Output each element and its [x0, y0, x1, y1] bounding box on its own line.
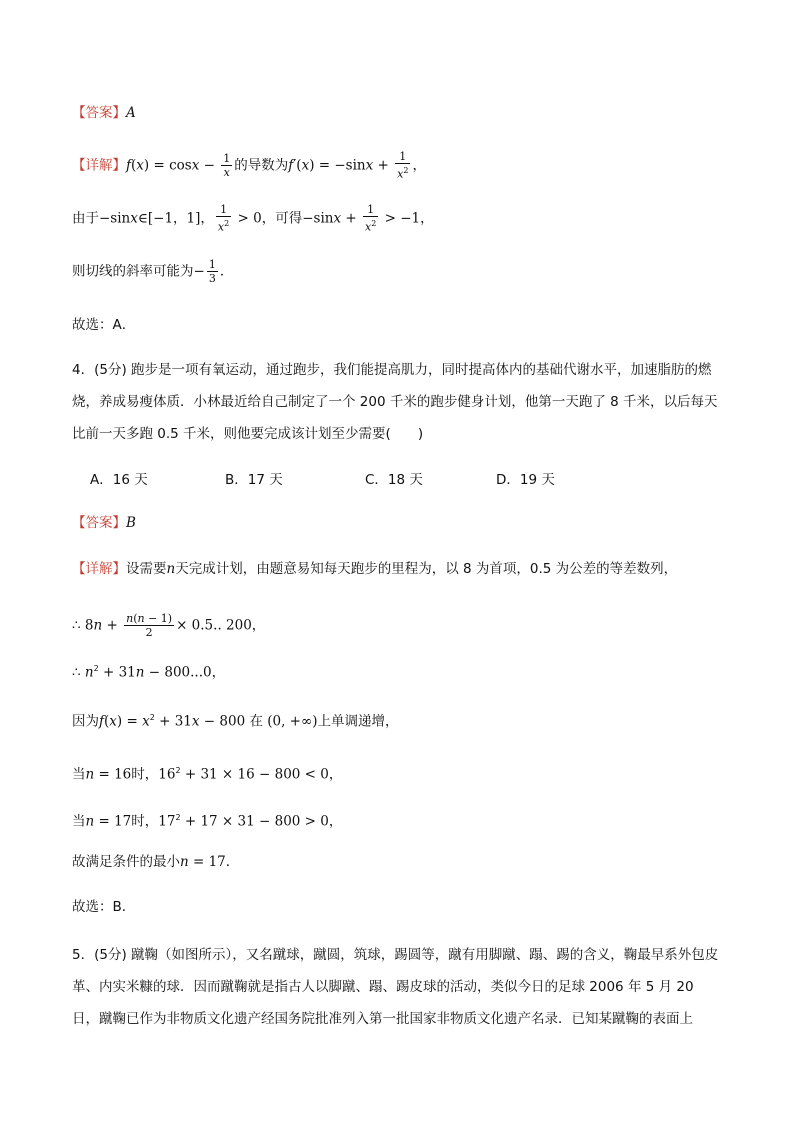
detail-line-3b: 由于−sinx∈[−1，1]， $\frac{1}{x^2}$ > 0，可得−sinx + $\frac{1}{x^2}$ > −1， [72, 203, 434, 234]
detail-text: 因为 [72, 713, 99, 730]
detail-text: 天完成计划，由题意易知每天跑步的里程为，以 8 为首项，0.5 为公差的等差数列， [175, 561, 678, 577]
question-4-stem: 4．(5分) 跑步是一项有氧运动，通过跑步，我们能提高肌力，同时提高体内的基础代谢水平，加速脂肪的燃烧，养成易瘦体质．小林最近给自己制定了一个 200 千米的跑步健身计划，他第一天跑了 8 千米，以后每天比前一天多跑 0.5 千米，则他要完成该计划至少需要( ) [72, 362, 718, 442]
detail-text: 则切线的斜率可能为 [72, 263, 194, 280]
detail-line-4a: 【详解】设需要n天完成计划，由题意易知每天跑步的里程为，以 8 为首项，0.5 为公差的等差数列， [72, 561, 678, 577]
detail-text: 当 [72, 766, 86, 783]
detail-line-4d: 因为$f(x) = x^2 + 31x - 800$ 在 (0, +∞)上单调递增， [72, 713, 399, 730]
detail-text: 由于 [72, 210, 99, 227]
answer-tag: 【答案】 [72, 515, 126, 531]
option-d: D．19 天 [496, 472, 555, 488]
detail-text: 设需要 [126, 561, 167, 577]
question-5-stem: 5．(5分) 蹴鞠（如图所示），又名蹴球，蹴圆，筑球，踢圆等，蹴有用脚蹴、蹋、踢的含义，鞠最早系外包皮革、内实米糠的球．因而蹴鞠就是指古人以脚蹴、蹋、踢皮球的活动，类似今日的足球 2006 年 5 月 20 日，蹴鞠已作为非物质文化遗产经国务院批准列入第一批国家非物质文化遗产名录．已知某蹴鞠的表面上 [72, 947, 719, 1027]
answer-value: A [126, 105, 136, 121]
fraction-1-over-x: $\frac{1}{x}$ [223, 151, 231, 179]
formula-fx: f [126, 157, 131, 174]
detail-text: 时， [131, 813, 159, 830]
choose-line-3: 故选：A． [72, 317, 136, 333]
detail-line-4g: 故满足条件的最小n = 17． [72, 854, 240, 870]
detail-tag: 【详解】 [72, 157, 126, 174]
fraction-1-over-x2: $\frac{1}{x^2}$ [397, 150, 409, 181]
answer-tag: 【答案】 [72, 105, 126, 121]
detail-line-3c: 则切线的斜率可能为− $\frac{1}{3}$ ． [72, 258, 234, 285]
choose-line-4: 故选：B． [72, 899, 136, 915]
answer-line-3 [72, 103, 722, 123]
detail-line-3a: 【详解】f(x) = cosx − $\frac{1}{x}$ 的导数为f′(x) = −sinx + $\frac{1}{x^2}$ ， [72, 150, 426, 181]
option-b: B．17 天 [225, 472, 283, 488]
range-text: ∈[−1，1]， [137, 210, 214, 227]
detail-text: 故满足条件的最小 [72, 854, 180, 870]
fraction-1-over-3: $\frac{1}{3}$ [208, 258, 216, 285]
detail-text: ，可得 [261, 210, 303, 227]
option-c: C．18 天 [365, 472, 423, 488]
detail-tag: 【详解】 [72, 561, 126, 577]
detail-text: 时， [131, 766, 159, 783]
detail-text: 当 [72, 813, 86, 830]
detail-line-4e: 当n = 16时，$16^2 + 31 \times 16 - 800 < 0$， [72, 766, 343, 783]
detail-line-4c: ∴ $n^2 + 31n - 800...0$， [72, 664, 226, 681]
fraction-n-n-1-over-2: $\frac{n(n - 1)}{2}$ [126, 612, 173, 639]
fraction-1-over-x2: $\frac{1}{x^2}$ [217, 203, 230, 234]
detail-text: 的导数为 [234, 157, 289, 174]
fraction-1-over-x2: $\frac{1}{x^2}$ [365, 203, 377, 234]
detail-line-4b: ∴ 8n + $\frac{n(n - 1)}{2}$ × 0.5.. 200， [72, 612, 266, 639]
answer-line-4 [72, 513, 722, 533]
option-a: A．16 天 [90, 472, 148, 488]
answer-value: B [126, 515, 136, 531]
detail-text: 上单调递增， [317, 713, 399, 730]
detail-line-4f: 当n = 17时，$17^2 + 17 \times 31 - 800 > 0$， [72, 813, 343, 830]
